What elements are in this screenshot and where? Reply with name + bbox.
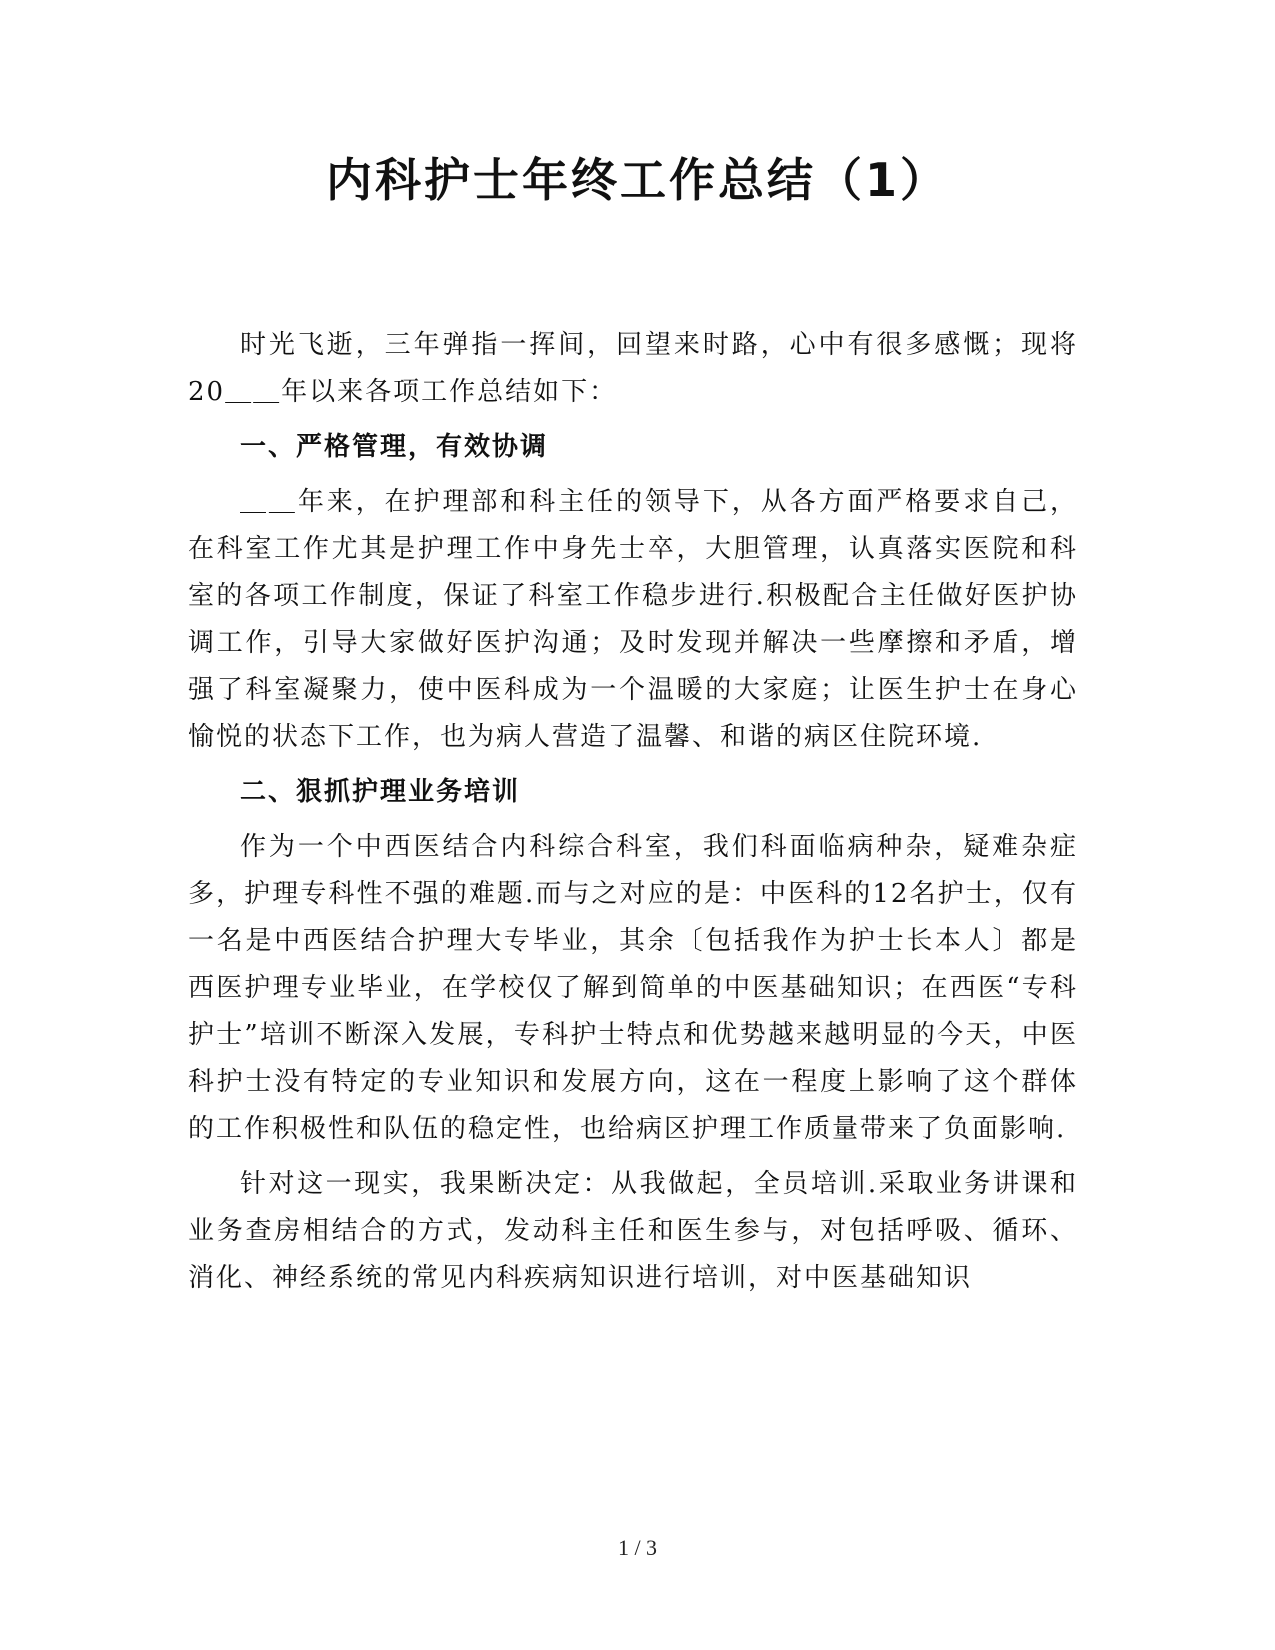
section-2-paragraph-1: 作为一个中西医结合内科综合科室，我们科面临病种杂，疑难杂症多，护理专科性不强的难题.而与之对应的是：中医科的12名护士，仅有一名是中西医结合护理大专毕业，其余〔包括我作为护士长本人〕都是西医护理专业毕业，在学校仅了解到简单的中医基础知识；在西医“专科护士”培训不断深入发展，专科护士特点和优势越来越明显的今天，中医科护士没有特定的专业知识和发展方向，这在一程度上影响了这个群体的工作积极性和队伍的稳定性，也给病区护理工作质量带来了负面影响. <box>188 832 1078 1144</box>
section-heading-2: 二、狠抓护理业务培训 <box>240 777 521 807</box>
page-number: 1 / 3 <box>617 1535 658 1560</box>
section-1-paragraph: ＿＿年来，在护理部和科主任的领导下，从各方面严格要求自己，在科室工作尤其是护理工作中身先士卒，大胆管理，认真落实医院和科室的各项工作制度，保证了科室工作稳步进行.积极配合主任做好医护协调工作，引导大家做好医护沟通；及时发现并解决一些摩擦和矛盾，增强了科室凝聚力，使中医科成为一个温暖的大家庭；让医生护士在身心愉悦的状态下工作，也为病人营造了温馨、和谐的病区住院环境. <box>188 487 1078 752</box>
document-title: 内科护士年终工作总结（1） <box>325 153 949 207</box>
section-heading-1: 一、严格管理，有效协调 <box>240 432 549 462</box>
document-body <box>188 322 1078 1310</box>
intro-paragraph: 时光飞逝，三年弹指一挥间，回望来时路，心中有很多感慨；现将20＿＿年以来各项工作总结如下： <box>188 330 1078 407</box>
section-2-paragraph-2: 针对这一现实，我果断决定：从我做起，全员培训.采取业务讲课和业务查房相结合的方式，发动科主任和医生参与，对包括呼吸、循环、消化、神经系统的常见内科疾病知识进行培训，对中医基础知识 <box>188 1169 1078 1293</box>
